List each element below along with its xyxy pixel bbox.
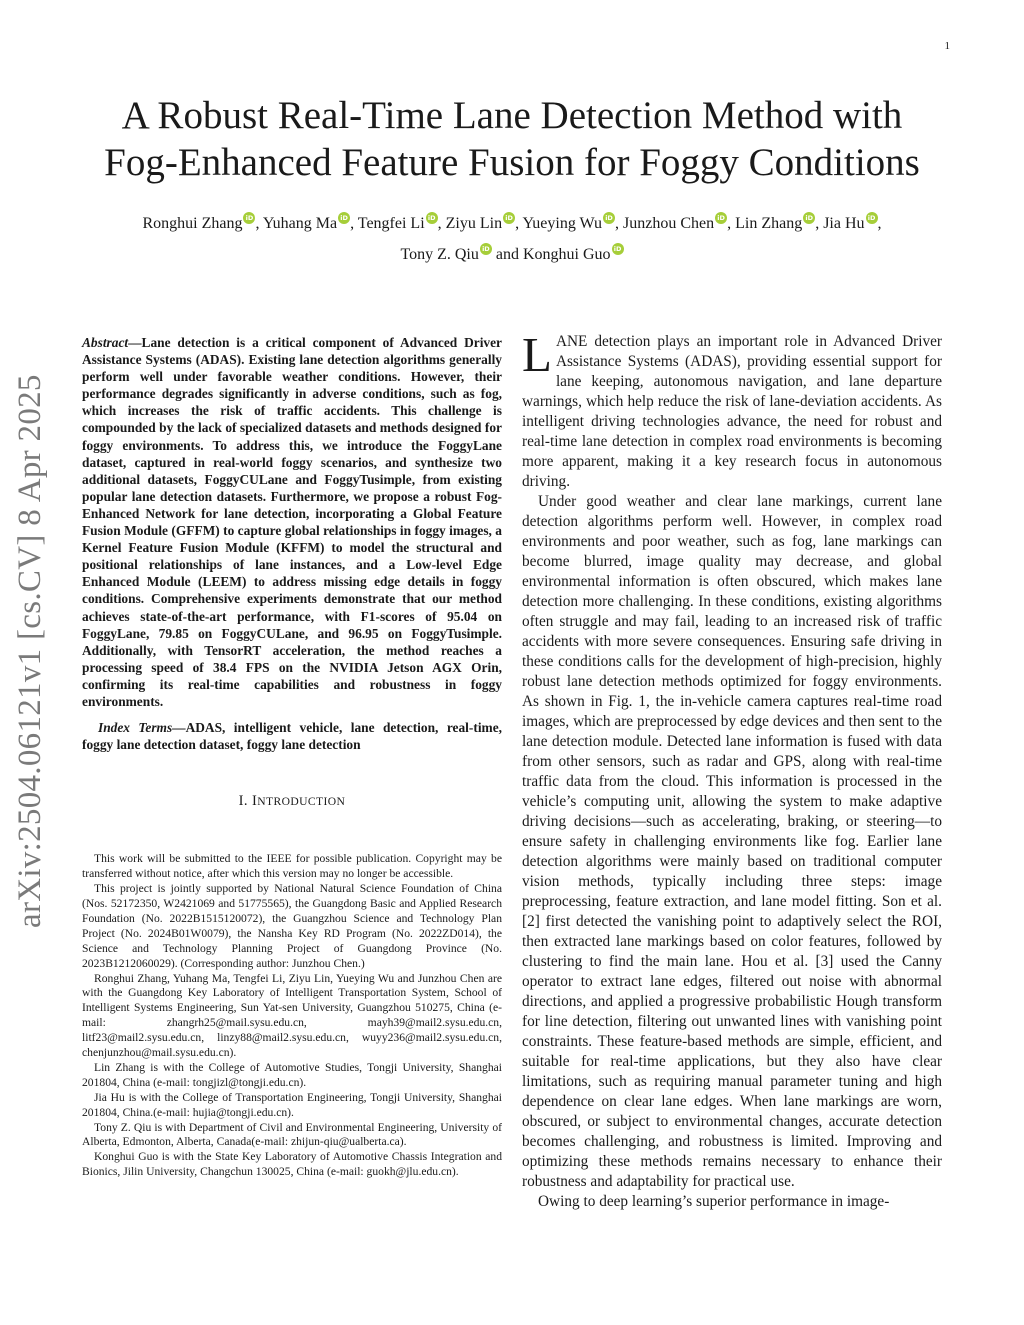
author-list: [70, 208, 954, 270]
footnote-funding: This project is jointly supported by National Natural Science Foundation of China (Nos. 52172350, W2421069 and 51775565), the Guangdong Basic and Applied Research Foundation (No. 2022B1515120072), the Guangzhou Science and Technology Plan Project (No. 2024B01W0079), the Nansha Key RD Program (No. 2022ZD014), the Science and Technology Planning Project of Guangdong Province (No. 2023B1212060029). (Corresponding author: Junzhou Chen.): [82, 882, 502, 970]
orcid-icon[interactable]: iD: [866, 212, 878, 224]
orcid-icon[interactable]: iD: [612, 243, 624, 255]
orcid-icon[interactable]: iD: [426, 212, 438, 224]
orcid-icon[interactable]: iD: [338, 212, 350, 224]
title-line-2: Fog-Enhanced Feature Fusion for Foggy Conditions: [104, 141, 920, 184]
section-heading-introduction: [82, 793, 502, 810]
author-line-1: Ronghui Zhang iD , Yuhang Ma iD , Tengfei Li iD , Ziyu Lin iD , Yueying Wu iD , Junzhou Chen iD , Lin Zhang iD , Jia Hu iD ,: [142, 214, 882, 232]
intro-paragraph-2: Under good weather and clear lane markings, current lane detection algorithms perform well. However, in complex road environments and poor weather, such as fog, lane markings can become blurred, image quality may decrease, and global environmental information is often obscured, which makes lane detection more challenging. In these conditions, existing algorithms often struggle and may fail, leading to an increased risk of traffic accidents with more severe consequences. Ensuring safe driving in these conditions calls for the development of high-precision, highly robust lane detection methods optimized for foggy environments. As shown in Fig. 1, the in-vehicle camera captures real-time road images, which are preprocessed by edge devices and then sent to the lane detection module. Detected lane information is fused with data from other sensors, such as radar and GPS, along with real-time traffic data from the cloud. This information is processed in the vehicle’s computing unit, allowing the system to make adaptive driving decisions—such as accelerating, braking, or steering—to ensure safety in challenging environments like fog. Earlier lane detection algorithms were mainly based on traditional computer vision methods, typically including three steps: image preprocessing, feature extraction, and lane model fitting. Son et al. [2] first detected the vanishing point to adaptively select the ROI, then extracted lane markings based on color features, followed by clustering to find the main lane. Hou et al. [3] used the Canny operator to extract lane edges, filtered out noise with abnormal directions, and applied a progressive probabilistic Hough transform for line detection, filtering out unwanted lines with vanishing point constraints. These feature-based methods are simple, efficient, and suitable for real-time applications, but they also have clear limitations, such as requiring manual parameter tuning and high dependence on clear lane edges. When lane markings are worn, obscured, or subject to environmental changes, accurate detection becomes challenging, and robustness is limited. Improving and optimizing these methods remains necessary to enhance their robustness and adaptability for practical use.: [522, 493, 942, 1190]
orcid-icon[interactable]: iD: [603, 212, 615, 224]
orcid-icon[interactable]: iD: [503, 212, 515, 224]
abstract-label: Abstract: [82, 335, 129, 350]
footnote-affiliation-sysu: Ronghui Zhang, Yuhang Ma, Tengfei Li, Ziyu Lin, Yueying Wu and Junzhou Chen are with the Guangdong Key Laboratory of Intelligent Transportation System, School of Intelligent Systems Engineering, Sun Yat-sen University, Guangzhou 510275, China (e-mail: zhangrh25@mail.sysu.edu.cn, mayh39@mail2.sysu.edu.cn, litf23@mail2.sysu.edu.cn, linzy88@mail2.sysu.edu.cn, wuyy236@mail2.sysu.edu.cn, chenjunzhou@mail.sysu.edu.cn).: [82, 971, 502, 1060]
page-number: 1: [944, 40, 950, 52]
paper-title: [70, 92, 954, 186]
right-column: [522, 327, 942, 1212]
intro-paragraph-3: Owing to deep learning’s superior performance in image-: [538, 1193, 890, 1210]
author-line-2: [70, 239, 954, 270]
intro-paragraph-1-text: ANE detection plays an important role in Advanced Driver Assistance Systems (ADAS), providing essential support for lane keeping, autonomous navigation, and lane departure warnings, which help reduce the risk of lane-deviation accidents. As intelligent driving technologies advance, the need for robust and real-time lane detection in complex road environments is becoming more apparent, making it a key research focus in autonomous driving.: [522, 333, 942, 490]
index-terms-text: ADAS, intelligent vehicle, lane detection, real-time, foggy lane detection dataset, foggy lane detection: [82, 720, 502, 753]
author-name: Yuhang Ma: [262, 215, 338, 232]
orcid-icon[interactable]: iD: [715, 212, 727, 224]
orcid-icon[interactable]: iD: [243, 212, 255, 224]
footnote-affiliation-jilin: Konghui Guo is with the State Key Laboratory of Automotive Chassis Integration and Bionics, Jilin University, Changchun 130025, China (e-mail: guokh@jlu.edu.cn).: [82, 1150, 502, 1179]
author-name: Tony Z. Qiu: [400, 246, 479, 263]
author-name: Konghui Guo: [522, 246, 611, 263]
footnotes: [82, 852, 502, 1180]
author-name: Yueying Wu: [522, 215, 602, 232]
index-terms-label: Index Terms: [98, 720, 173, 736]
index-terms: Index Terms—ADAS, intelligent vehicle, lane detection, real-time, foggy lane detection dataset, foggy lane detection: [82, 720, 502, 753]
author-name: Tengfei Li: [357, 215, 425, 232]
author-name: Ziyu Lin: [445, 215, 503, 232]
footnote-affiliation-alberta: Tony Z. Qiu is with Department of Civil and Environmental Engineering, University of Alberta, Edmonton, Alberta, Canada(e-mail: zhijun-qiu@ualberta.ca).: [82, 1120, 502, 1149]
footnote-copyright: This work will be submitted to the IEEE for possible publication. Copyright may be transferred without notice, after which this version may no longer be accessible.: [82, 852, 502, 881]
footnote-affiliation-tongji-hu: Jia Hu is with the College of Transportation Engineering, Tongji University, Shanghai 201804, China.(e-mail: hujia@tongji.edu.cn).: [82, 1090, 502, 1119]
orcid-icon[interactable]: iD: [803, 212, 815, 224]
abstract: Abstract—Lane detection is a critical component of Advanced Driver Assistance Systems (ADAS). Existing lane detection algorithms generally perform well under favorable weather conditions. However, their performance degrades significantly in adverse conditions, such as fog, which increases the risk of traffic accidents. This challenge is compounded by the lack of specialized datasets and methods designed for foggy environments. To address this, we introduce the FoggyLane dataset, captured in real-world foggy scenarios, and synthesize two additional datasets, FoggyCULane and FoggyTusimple, from existing popular lane detection datasets. Furthermore, we propose a robust Fog-Enhanced Network for lane detection, incorporating a Global Feature Fusion Module (GFFM) to capture global relationships in foggy images, a Kernel Feature Fusion Module (KFFM) to model the structural and positional relationships of lane instances, and a Low-level Edge Enhanced Module (LEEM) to address missing edge details in foggy conditions. Comprehensive experiments demonstrate that our method achieves state-of-the-art performance, with F1-scores of 95.04 on FoggyLane, 79.85 on FoggyCULane, and 96.95 on FoggyTusimple. Additionally, with TensorRT acceleration, the method reaches a processing speed of 38.4 FPS on the NVIDIA Jetson AGX Orin, confirming its real-time capabilities and robustness in foggy environments.: [82, 335, 502, 709]
intro-paragraph-1: [522, 327, 942, 492]
left-column: [82, 334, 502, 1180]
arxiv-identifier-stamp: arXiv:2504.06121v1 [cs.CV] 8 Apr 2025: [12, 374, 48, 928]
author-name: Junzhou Chen: [623, 215, 715, 232]
footnote-affiliation-tongji-zhang: Lin Zhang is with the College of Automotive Studies, Tongji University, Shanghai 201804, China (e-mail: tongjizl@tongji.edu.cn).: [82, 1060, 502, 1089]
author-name: Ronghui Zhang: [142, 215, 243, 232]
orcid-icon[interactable]: iD: [480, 243, 492, 255]
abstract-text: Lane detection is a critical component of Advanced Driver Assistance Systems (ADAS). Existing lane detection algorithms generally perform well under favorable weather conditions. However, their performance degrades significantly in adverse conditions, such as fog, which increases the risk of traffic accidents. This challenge is compounded by the lack of specialized datasets and methods designed for foggy environments. To address this, we introduce the FoggyLane dataset, captured in real-world foggy scenarios, and synthesize two additional datasets, FoggyCULane and FoggyTusimple, from existing popular lane detection datasets. Furthermore, we propose a robust Fog-Enhanced Network for lane detection, incorporating a Global Feature Fusion Module (GFFM) to capture global relationships in foggy images, a Kernel Feature Fusion Module (KFFM) to model the structural and positional relationships of lane instances, and a Low-level Edge Enhanced Module (LEEM) to address missing edge details in foggy conditions. Comprehensive experiments demonstrate that our method achieves state-of-the-art performance, with F1-scores of 95.04 on FoggyLane, 79.85 on FoggyCULane, and 96.95 on FoggyTusimple. Additionally, with TensorRT acceleration, the method reaches a processing speed of 38.4 FPS on the NVIDIA Jetson AGX Orin, confirming its real-time capabilities and robustness in foggy environments.: [82, 335, 502, 709]
author-name: Jia Hu: [823, 215, 865, 232]
author-name: Lin Zhang: [735, 215, 803, 232]
dropcap-letter: L: [522, 327, 552, 382]
section-heading-text: I. INTRODUCTION: [238, 793, 346, 810]
author-conjunction: and: [495, 246, 523, 263]
title-line-1: A Robust Real-Time Lane Detection Method with: [121, 94, 903, 137]
